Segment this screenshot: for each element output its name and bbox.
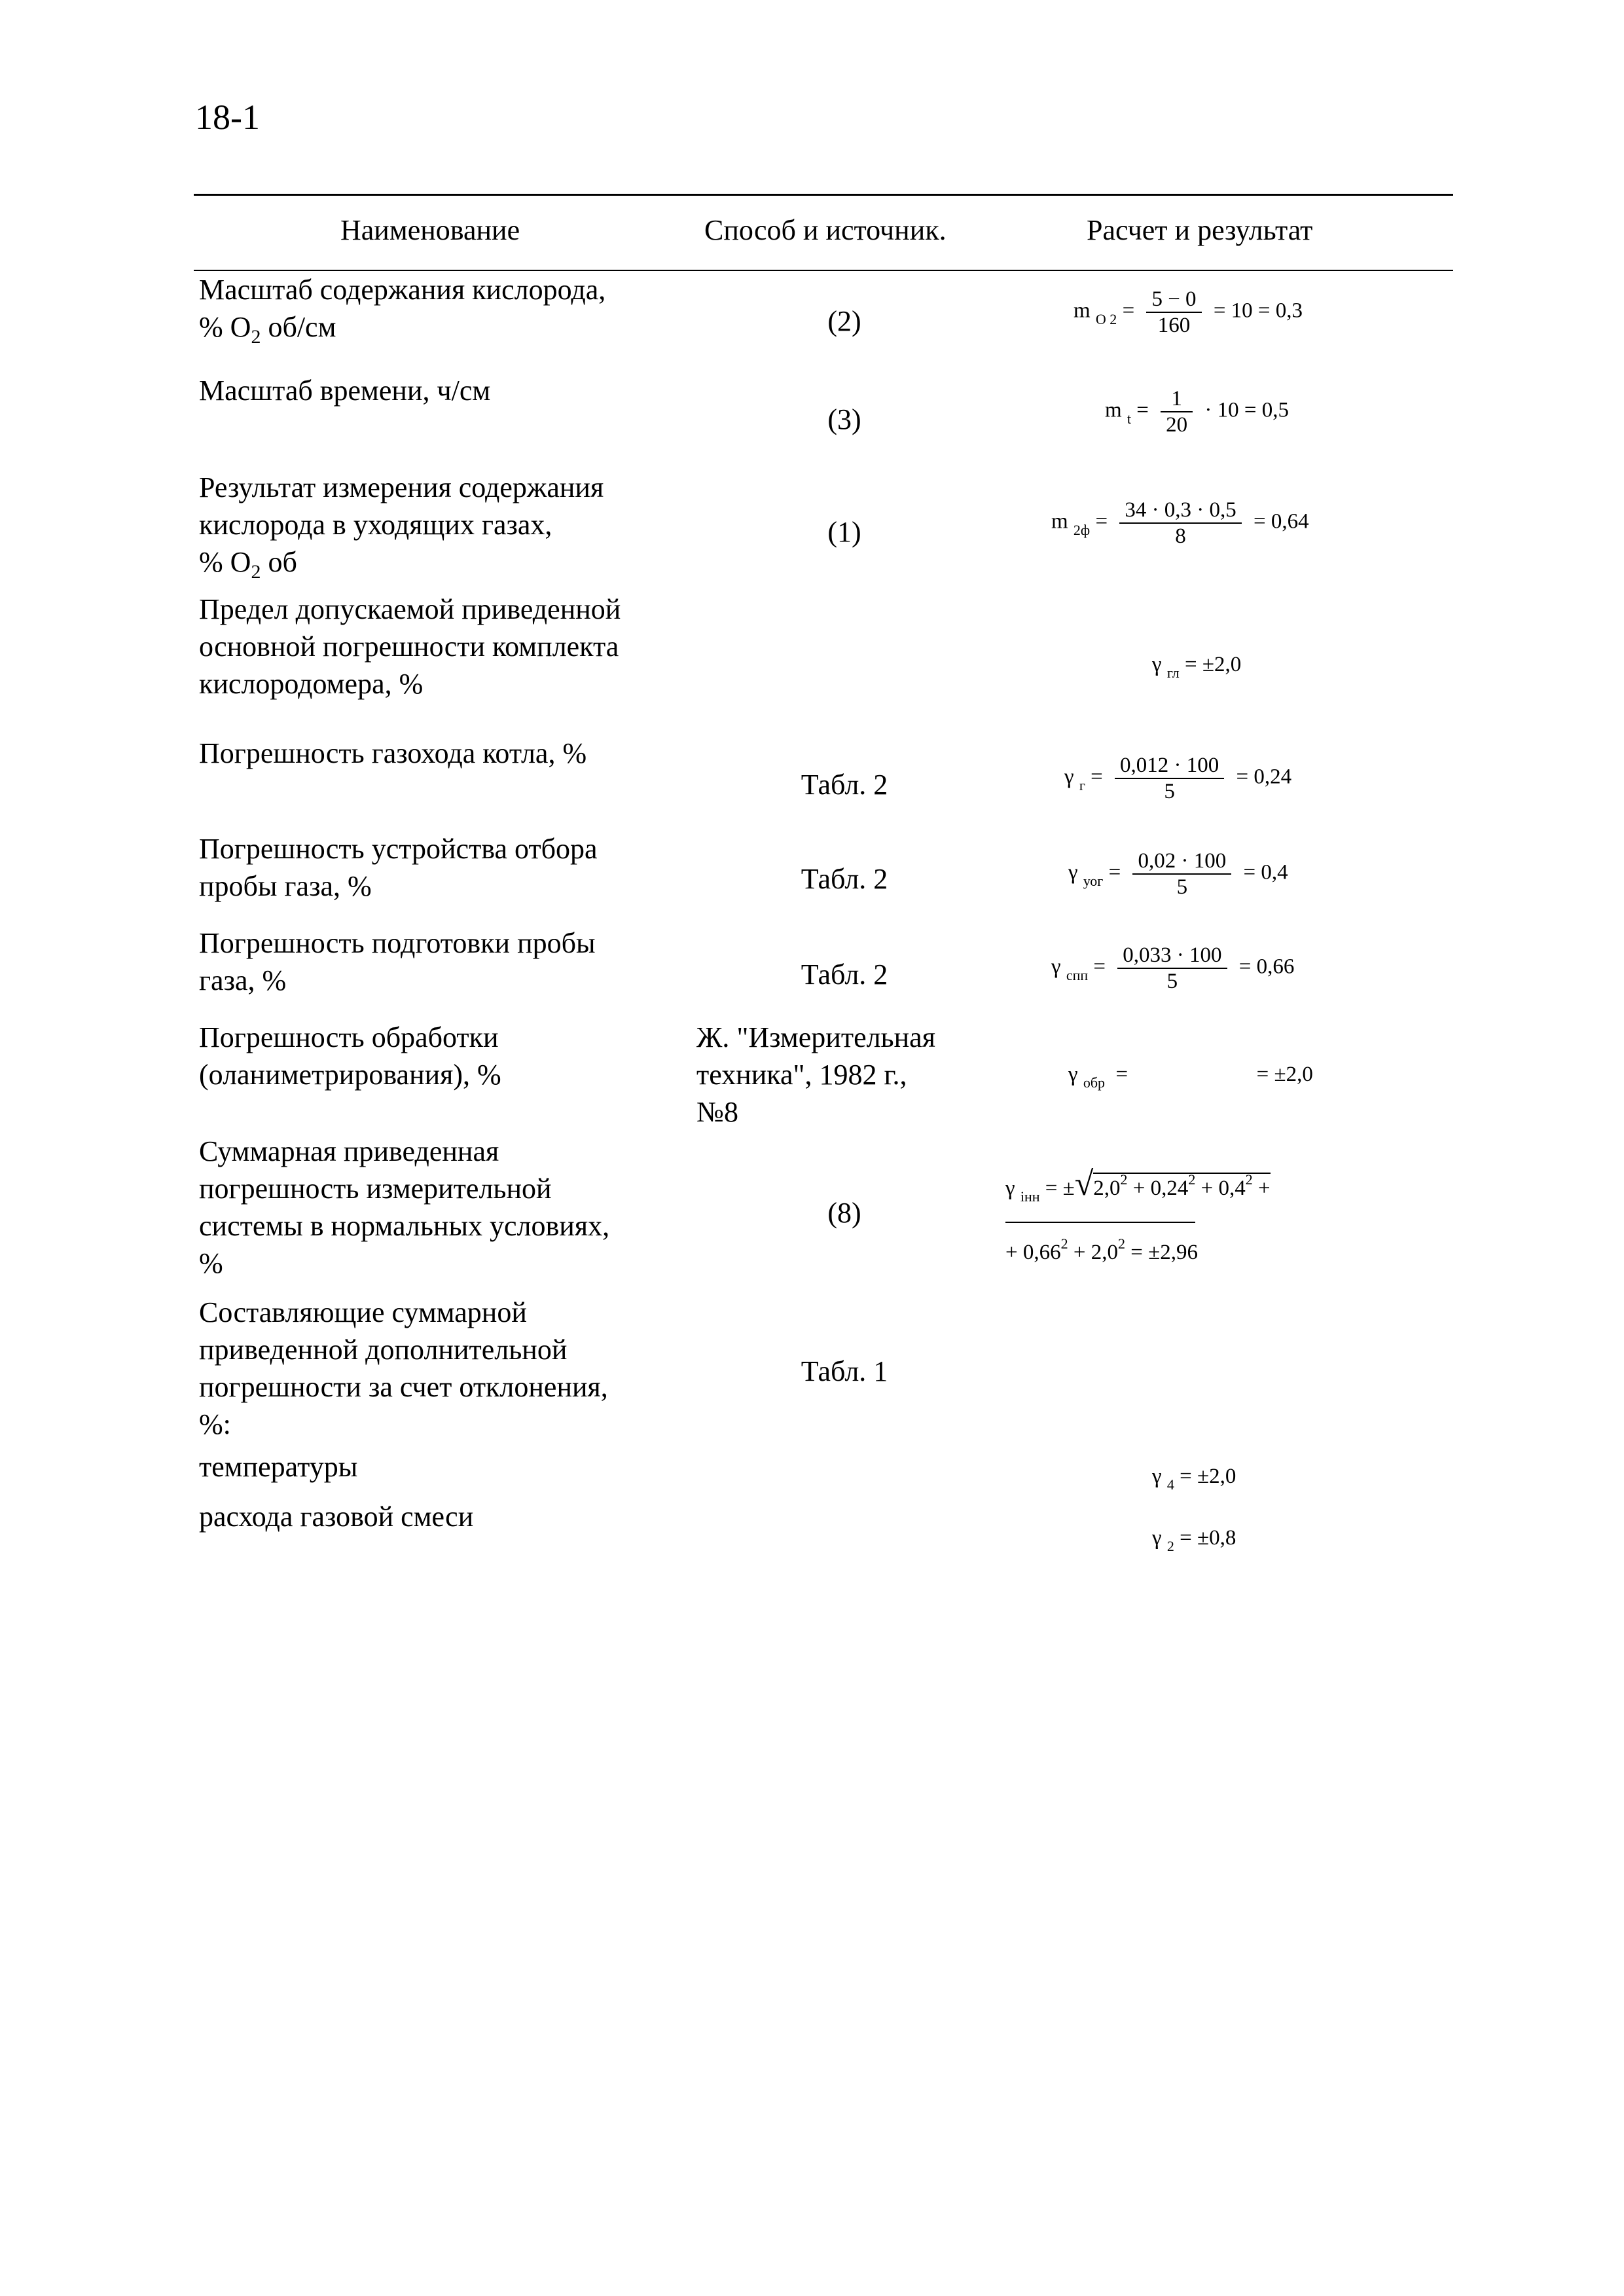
row-calc: γ $_2$ = ±0,8 bbox=[1152, 1526, 1236, 1554]
row-name: Погрешность устройства отбора пробы газа, % bbox=[199, 833, 598, 902]
row-source: Ж. "Измерительная техника", 1982 г., №8 bbox=[696, 1021, 935, 1128]
page-number: 18-1 bbox=[195, 98, 260, 137]
row-source: Табл. 2 bbox=[801, 769, 888, 801]
row-source: (8) bbox=[827, 1197, 861, 1229]
header-source: Способ и источник. bbox=[704, 214, 947, 246]
table-top-rule bbox=[194, 194, 1453, 196]
row-name: Составляющие суммарной приведенной дополнительной погрешности за счет отклонения, %: bbox=[199, 1296, 608, 1440]
row-name: расхода газовой смеси bbox=[199, 1501, 474, 1533]
row-name: Масштаб содержания кислорода, % $O_2$ об/см bbox=[199, 274, 606, 348]
row-name: Предел допускаемой приведенной основной погрешности комплекта кислородомера, % bbox=[199, 593, 621, 700]
row-calc: γ $_{гл}$ = ±2,0 bbox=[1152, 653, 1242, 681]
row-calc: m $_t$ = $\frac{1}{20}$ · 10 = 0,5 bbox=[1105, 387, 1290, 437]
row-calc: γ $_{обр}$ = = ±2,0 bbox=[1068, 1063, 1313, 1091]
row-source: (1) bbox=[827, 516, 861, 548]
row-calc: γ $_4$ = ±2,0 bbox=[1152, 1465, 1236, 1493]
row-name: Погрешность газохода котла, % bbox=[199, 737, 587, 769]
row-calc: m $_{2ф}$ = $\frac{34 \cdot 0,3 \cdot 0,5}{8}$ = 0,64 bbox=[1051, 498, 1309, 548]
sqrt-continuation-rule bbox=[1005, 1222, 1195, 1223]
row-calc: γ $_{спп}$ = $\frac{0,033 \cdot 100}{5}$ = 0,66 bbox=[1051, 943, 1295, 993]
row-name: Масштаб времени, ч/см bbox=[199, 374, 491, 407]
row-calc-line-2: + $0,66^2 + 2,0^2 = \pm 2,96$ bbox=[1005, 1235, 1198, 1264]
row-source: Табл. 2 bbox=[801, 958, 888, 991]
header-name: Наименование bbox=[340, 214, 520, 246]
header-calc: Расчет и результат bbox=[1087, 214, 1313, 246]
row-name: температуры bbox=[199, 1451, 358, 1483]
row-name: Суммарная приведенная погрешность измерительной системы в нормальных условиях, % bbox=[199, 1135, 610, 1279]
row-calc: γ $_г$ = $\frac{0,012 \cdot 100}{5}$ = 0,24 bbox=[1064, 754, 1292, 803]
row-source: (3) bbox=[827, 403, 861, 435]
row-name: Результат измерения содержания кислорода в уходящих газах, % $O_2$ об bbox=[199, 471, 604, 583]
row-name: Погрешность обработки (оланиметрирования), % bbox=[199, 1021, 501, 1091]
row-source: Табл. 2 bbox=[801, 863, 888, 895]
row-calc: γ $_{уог}$ = $\frac{0,02 \cdot 100}{5}$ = 0,4 bbox=[1068, 849, 1288, 899]
row-name: Погрешность подготовки пробы газа, % bbox=[199, 927, 596, 996]
row-calc: m $_{O 2}$ = $\frac{5 - 0}{160}$ = 10 = 0,3 bbox=[1074, 287, 1303, 337]
row-source: (2) bbox=[827, 305, 861, 337]
row-calc-line-1: γ $_{iнн} = \pm√2,0^2 + 0,24^2 + 0,4^2$ + bbox=[1005, 1165, 1271, 1205]
row-source: Табл. 1 bbox=[801, 1355, 888, 1387]
